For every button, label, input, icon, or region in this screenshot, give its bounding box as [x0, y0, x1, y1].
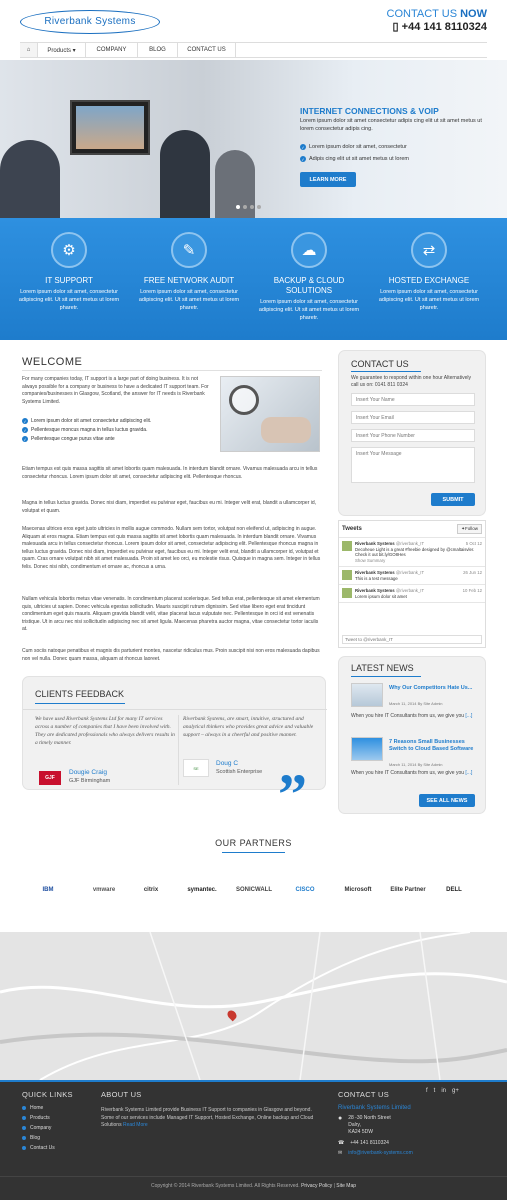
welcome-bullets [22, 418, 151, 442]
news-item-excerpt: When you hire IT Consultants from us, we give you [...] [351, 770, 473, 776]
welcome-para-4: Nullam vehicula lobortis metus vitae venenatis. In condimentum placerat scelerisque. Sed tellus erat, pellentesque sit amet elementum quis, ultricies ut sapien. Donec vehicula egestas sollicitudin. Mauris suscipit rutrum dignissim. Sed vitae libero eget erat tincidunt condimentum eget quis mauris. Aliquam gravida blandit velit, vitae placerat lacus vulputate nec. Pellentesque in orci id est venenatis tristique. Ut in arcu nec nisi sollicitudin adipiscing nec sit amet ligula. Maecenas pharetra auctor magna, vitae consectetur tortor iaculis at. [22, 596, 320, 632]
partner-logo: IBM [42, 887, 54, 893]
tweet-item[interactable] [339, 585, 485, 603]
email-icon: ✉ [338, 1150, 343, 1156]
twitter-icon[interactable]: t [433, 1088, 436, 1094]
feature-text: Lorem ipsum dolor sit amet, consectetur adipiscing elit. Ut sit amet metus ut lorem pharetr. [138, 289, 240, 311]
news-item-meta: March 11, 2014 By Site Admin [389, 701, 443, 706]
bullet-icon [22, 1116, 26, 1120]
pencil-icon: ✎ [171, 232, 207, 268]
features-band [0, 218, 507, 340]
hero-person-image [0, 140, 60, 218]
welcome-para-1: Etiam tempus est quis massa sagittis sit amet lobortis quam malesuada. In interdum blandit ornare. Vivamus malesuada arcu in tellus consectetur rhoncus. Lorem ipsum dolor sit amet, consectetur adipiscing elit. Pellentesque rhoncus. [22, 466, 318, 480]
magnifier-keyboard-image [220, 376, 320, 452]
news-item-title[interactable]: 7 Reasons Small Businesses Switch to Cloud Based Software [389, 739, 474, 752]
feedback-name: Doug C [216, 760, 239, 767]
feature-title: FREE NETWORK AUDIT [143, 276, 235, 285]
tweet-text: This is a test message [355, 575, 398, 581]
tweet-summary-link: Show Summary [355, 557, 386, 563]
news-thumb-image [351, 737, 383, 761]
hero-tv-image [70, 100, 150, 155]
gear-icon: ⚙ [51, 232, 87, 268]
footer-contact-title: CONTACT US [338, 1090, 390, 1099]
feature-1[interactable] [134, 232, 244, 312]
contact-form-panel [338, 350, 486, 516]
avatar [342, 588, 352, 598]
feedback-title: CLIENTS FEEDBACK [35, 689, 125, 699]
cloud-upload-icon: ☁ [291, 232, 327, 268]
check-icon: ✓ [23, 418, 27, 424]
tweet-handle: @riverbank_IT [395, 570, 425, 575]
tweet-handle: @riverbank_IT [395, 541, 425, 546]
feedback-quote: We have used Riverbank Systems Ltd for many IT services across a number of companies that I have been involved with. They are dedicated professionals who always delivers results in a timely manner. [35, 716, 175, 746]
hero-text: Lorem ipsum dolor sit amet consectetur adipis cing elit ut sit amet metus ut lorem consectetur adipis cing. [300, 118, 482, 132]
site-logo[interactable]: Riverbank Systems [20, 10, 160, 34]
tweet-item[interactable] [339, 538, 485, 567]
feature-text: Lorem ipsum dolor sit amet, consectetur adipiscing elit. Ut sit amet metus ut lorem pharetr. [258, 299, 360, 321]
feature-3[interactable] [374, 232, 484, 312]
feature-0[interactable] [14, 232, 124, 312]
follow-button[interactable]: ✦Follow [457, 524, 482, 534]
copyright-text: Copyright © 2014 Riverbank Systems Limited. All Rights Reserved. [150, 1183, 300, 1189]
address-line: Dalry, [348, 1122, 361, 1128]
contact-now: NOW [460, 8, 487, 20]
hero-title: INTERNET CONNECTIONS & VOIP [300, 106, 439, 116]
footer-link[interactable]: Products [22, 1115, 73, 1121]
scottish-enterprise-logo: SE [183, 759, 209, 777]
partner-logo: DELL [446, 887, 462, 893]
welcome-para-2: Magna in tellus luctus gravida. Donec nisi diam, imperdiet eu pulvinar eget, faucibus eu mi. Integer velit erat, blandit a ullamcorper id, volutpat et quam. [22, 500, 317, 514]
footer [0, 1080, 507, 1200]
bullet-icon [22, 1136, 26, 1140]
feedback-company: Scottish Enterprise [216, 769, 263, 775]
name-input[interactable]: Insert Your Name [351, 393, 475, 406]
partner-logo: Elite Partner [390, 887, 426, 893]
news-item-title[interactable]: Why Our Competitors Hate Us... [389, 685, 473, 691]
tweet-author: Riverbank Systems [355, 588, 395, 593]
nav-blog[interactable]: BLOG [138, 43, 178, 57]
avatar [342, 570, 352, 580]
google-plus-icon[interactable]: g+ [452, 1088, 459, 1094]
slider-dots[interactable] [236, 205, 261, 209]
phone-input[interactable]: Insert Your Phone Number [351, 429, 475, 442]
tweet-compose-input[interactable]: Tweet to @riverbank_IT [342, 635, 482, 644]
tweets-widget [338, 520, 486, 648]
footer-link[interactable]: Home [22, 1105, 73, 1111]
tweet-date: 5 Oct 12 [465, 541, 482, 546]
check-icon: ✓ [23, 427, 27, 433]
copyright-bar: Copyright © 2014 Riverbank Systems Limited. All Rights Reserved. Privacy Policy | Site Map [150, 1183, 357, 1189]
feature-title: IT SUPPORT [45, 276, 93, 285]
header-contact [387, 8, 487, 33]
address-line: KA24 5DW [348, 1129, 373, 1135]
tweets-title: Tweets [342, 526, 362, 532]
location-map[interactable] [0, 932, 507, 1080]
feedback-quote: Riverbank Systems, are smart, intuitive, structured and analytical thinkers who provides great advice and valuable support – always in a cheerful and positive manner. [183, 716, 314, 738]
news-more-link[interactable]: [...] [465, 770, 473, 776]
news-more-link[interactable]: [...] [465, 713, 473, 719]
news-title: LATEST NEWS [351, 663, 414, 673]
footer-contact [338, 1090, 488, 1156]
tweet-text: Decoheue Light is a great #freebie designed by @cmaltaisvler. Check it out bit.ly/GO8Hes [355, 546, 475, 557]
footer-email[interactable]: info@riverbank-systems.com [348, 1150, 413, 1156]
partner-logo: vmware [92, 887, 116, 893]
tweet-item[interactable] [339, 567, 485, 585]
twitter-bird-icon: ✦ [461, 526, 465, 531]
bullet-icon [22, 1106, 26, 1110]
about-text: Riverbank Systems Limited provide Business IT Support to companies in Glasgow and beyond. Some of our services include Managed IT Support, Hosted Exchange, Online backup and Cloud Solutions Read More [101, 1107, 314, 1128]
tweet-text: Lorem ipsum dolor sit amet [355, 593, 407, 599]
see-all-news-button[interactable]: SEE ALL NEWS [419, 794, 475, 807]
exchange-arrows-icon: ⇄ [411, 232, 447, 268]
tweet-date: 26 Jun 12 [463, 570, 482, 575]
privacy-link[interactable]: Privacy Policy [301, 1183, 333, 1189]
bullet-icon [22, 1146, 26, 1150]
welcome-bullet: ✓ Pellentesque moncus magna in tellus luctus gravida. [23, 427, 148, 433]
feature-text: Lorem ipsum dolor sit amet, consectetur adipiscing elit. Ut sit amet metus ut lorem pharetr. [18, 289, 120, 311]
feature-2[interactable] [254, 232, 364, 322]
partner-logo: CISCO [295, 887, 315, 893]
check-icon: ✓ [23, 436, 27, 442]
avatar [342, 541, 352, 551]
check-icon: ✓ [301, 144, 305, 150]
tweet-author: Riverbank Systems [355, 570, 395, 575]
footer-link[interactable]: Blog [22, 1135, 73, 1141]
header-phone[interactable]: +44 141 8110324 [401, 21, 487, 33]
home-icon[interactable]: ⌂ [20, 43, 38, 57]
welcome-bullet: ✓ Pellentesque congue purus vitae ante [23, 436, 115, 442]
partner-logo: citrix [143, 887, 159, 893]
quote-mark-icon: ” [278, 762, 307, 827]
news-thumb-image [351, 683, 383, 707]
footer-link[interactable]: Company [22, 1125, 73, 1131]
hero-bullet: ✓ Lorem ipsum dolor sit amet, consectetur [301, 144, 407, 150]
feedback-company: GJF Birmingham [69, 778, 111, 784]
feature-title: HOSTED EXCHANGE [388, 276, 470, 285]
social-icons [426, 1088, 459, 1094]
main-nav [20, 42, 487, 58]
email-input[interactable]: Insert Your Email [351, 411, 475, 424]
hero-bullet: ✓ Adipis cing elit ut sit amet metus ut lorem [301, 156, 409, 162]
partner-logo: symantec. [187, 887, 217, 893]
gjf-logo: GJF [39, 771, 61, 785]
contact-label: CONTACT US [386, 8, 458, 20]
partners-title: OUR PARTNERS [215, 838, 292, 848]
feedback-name: Dougie Craig [69, 769, 107, 776]
footer-link[interactable]: Contact Us [22, 1145, 73, 1151]
footer-company: Riverbank Systems Limited [338, 1105, 411, 1111]
address-line: 28 -30 North Street [348, 1115, 391, 1121]
bullet-icon [22, 1126, 26, 1130]
welcome-para-3: Maecenas ultrices eros eget justo ultricies in mollis augue commodo. Nullam sem tortor, volutpat non eleifend ut, adipiscing in augue. Aliquam at eros magna. Etiam tempus est quis massa sagittis sit amet lobortis quam malesuada. In interdum blandit ornare. Vivamus malesuada arcu in tellus consectetur rhoncus. Lorem ipsum dolor sit amet, consectetur adipiscing elit. Pellentesque rhoncus magna in tellus luctus gravida. Donec nisi diam, imperdiet eu pulvinar eget, faucibus eu mi. Integer velit erat, blandit a ullamcorper id, volutpat et quam. Cras ornare volutpat nibh sit amet malesuada. Proin sit amet leo orci, eu molestie risus. Quisque in magna sem. Integer in tellus felis. Donec nisi nibh, condimentum et ornare ac, rhoncus a urna. [22, 526, 321, 570]
footer-phone[interactable]: +44 141 8110324 [350, 1140, 389, 1146]
tweet-handle: @riverbank_IT [395, 588, 425, 593]
quick-links-title: QUICK LINKS [22, 1090, 73, 1099]
nav-company[interactable]: COMPANY [86, 43, 138, 57]
tweet-author: Riverbank Systems [355, 541, 395, 546]
feature-title: BACKUP & CLOUD SOLUTIONS [273, 276, 345, 295]
learn-more-button[interactable]: LEARN MORE [300, 172, 356, 187]
phone-icon: ☎ [338, 1140, 345, 1146]
hero-banner [0, 60, 507, 218]
news-item-excerpt: When you hire IT Consultants from us, we give you [...] [351, 713, 473, 719]
facebook-icon[interactable]: f [426, 1088, 428, 1094]
news-item-meta: March 11, 2014 By Site Admin [389, 762, 443, 767]
check-icon: ✓ [301, 156, 305, 162]
message-textarea[interactable]: Insert Your Message [351, 447, 475, 483]
contact-form-note: We guarantee to respond within one hour Alternatively call us on: 0141 811 0324 [351, 375, 471, 388]
tweet-date: 10 Feb 12 [462, 588, 482, 593]
submit-button[interactable]: SUBMIT [431, 493, 475, 506]
latest-news-panel [338, 656, 486, 814]
welcome-intro: For many companies today, IT support is a large part of doing business. It is not always possible for a company or business to have a dedicated IT support team. For companies/businesses in Glasgow, Scotland, the answer for IT needs is Riverbank Systems Limited. [22, 376, 209, 405]
about-title: ABOUT US [101, 1090, 142, 1099]
contact-form-title: CONTACT US [351, 359, 409, 369]
partner-logo: Microsoft [344, 887, 372, 893]
location-icon: ● [338, 1115, 343, 1122]
welcome-bullet: ✓ Lorem ipsum dolor sit amet consectetur adipiscing elit. [23, 418, 152, 424]
partner-logo: SONICWALL [236, 887, 272, 893]
quick-links [22, 1090, 73, 1151]
nav-contact[interactable]: CONTACT US [178, 43, 236, 57]
welcome-title: WELCOME [22, 356, 83, 368]
sitemap-link[interactable]: Site Map [336, 1183, 357, 1189]
nav-products[interactable]: Products ▾ [38, 43, 86, 57]
linkedin-icon[interactable]: in [441, 1088, 447, 1094]
feature-text: Lorem ipsum dolor sit amet, consectetur adipiscing elit. Ut sit amet metus ut lorem pharetr. [378, 289, 480, 311]
read-more-link[interactable]: Read More [122, 1122, 148, 1128]
phone-icon: ▯ [392, 21, 399, 33]
about-us [101, 1090, 321, 1130]
welcome-para-5: Cum sociis natoque penatibus et magnis dis parturient montes, nascetur ridiculus mus. Proin suscipit nisi non eros malesuada dapibus non vel nulla. Donec quam massa, aliquam at rhoncus laoreet. [22, 648, 320, 662]
